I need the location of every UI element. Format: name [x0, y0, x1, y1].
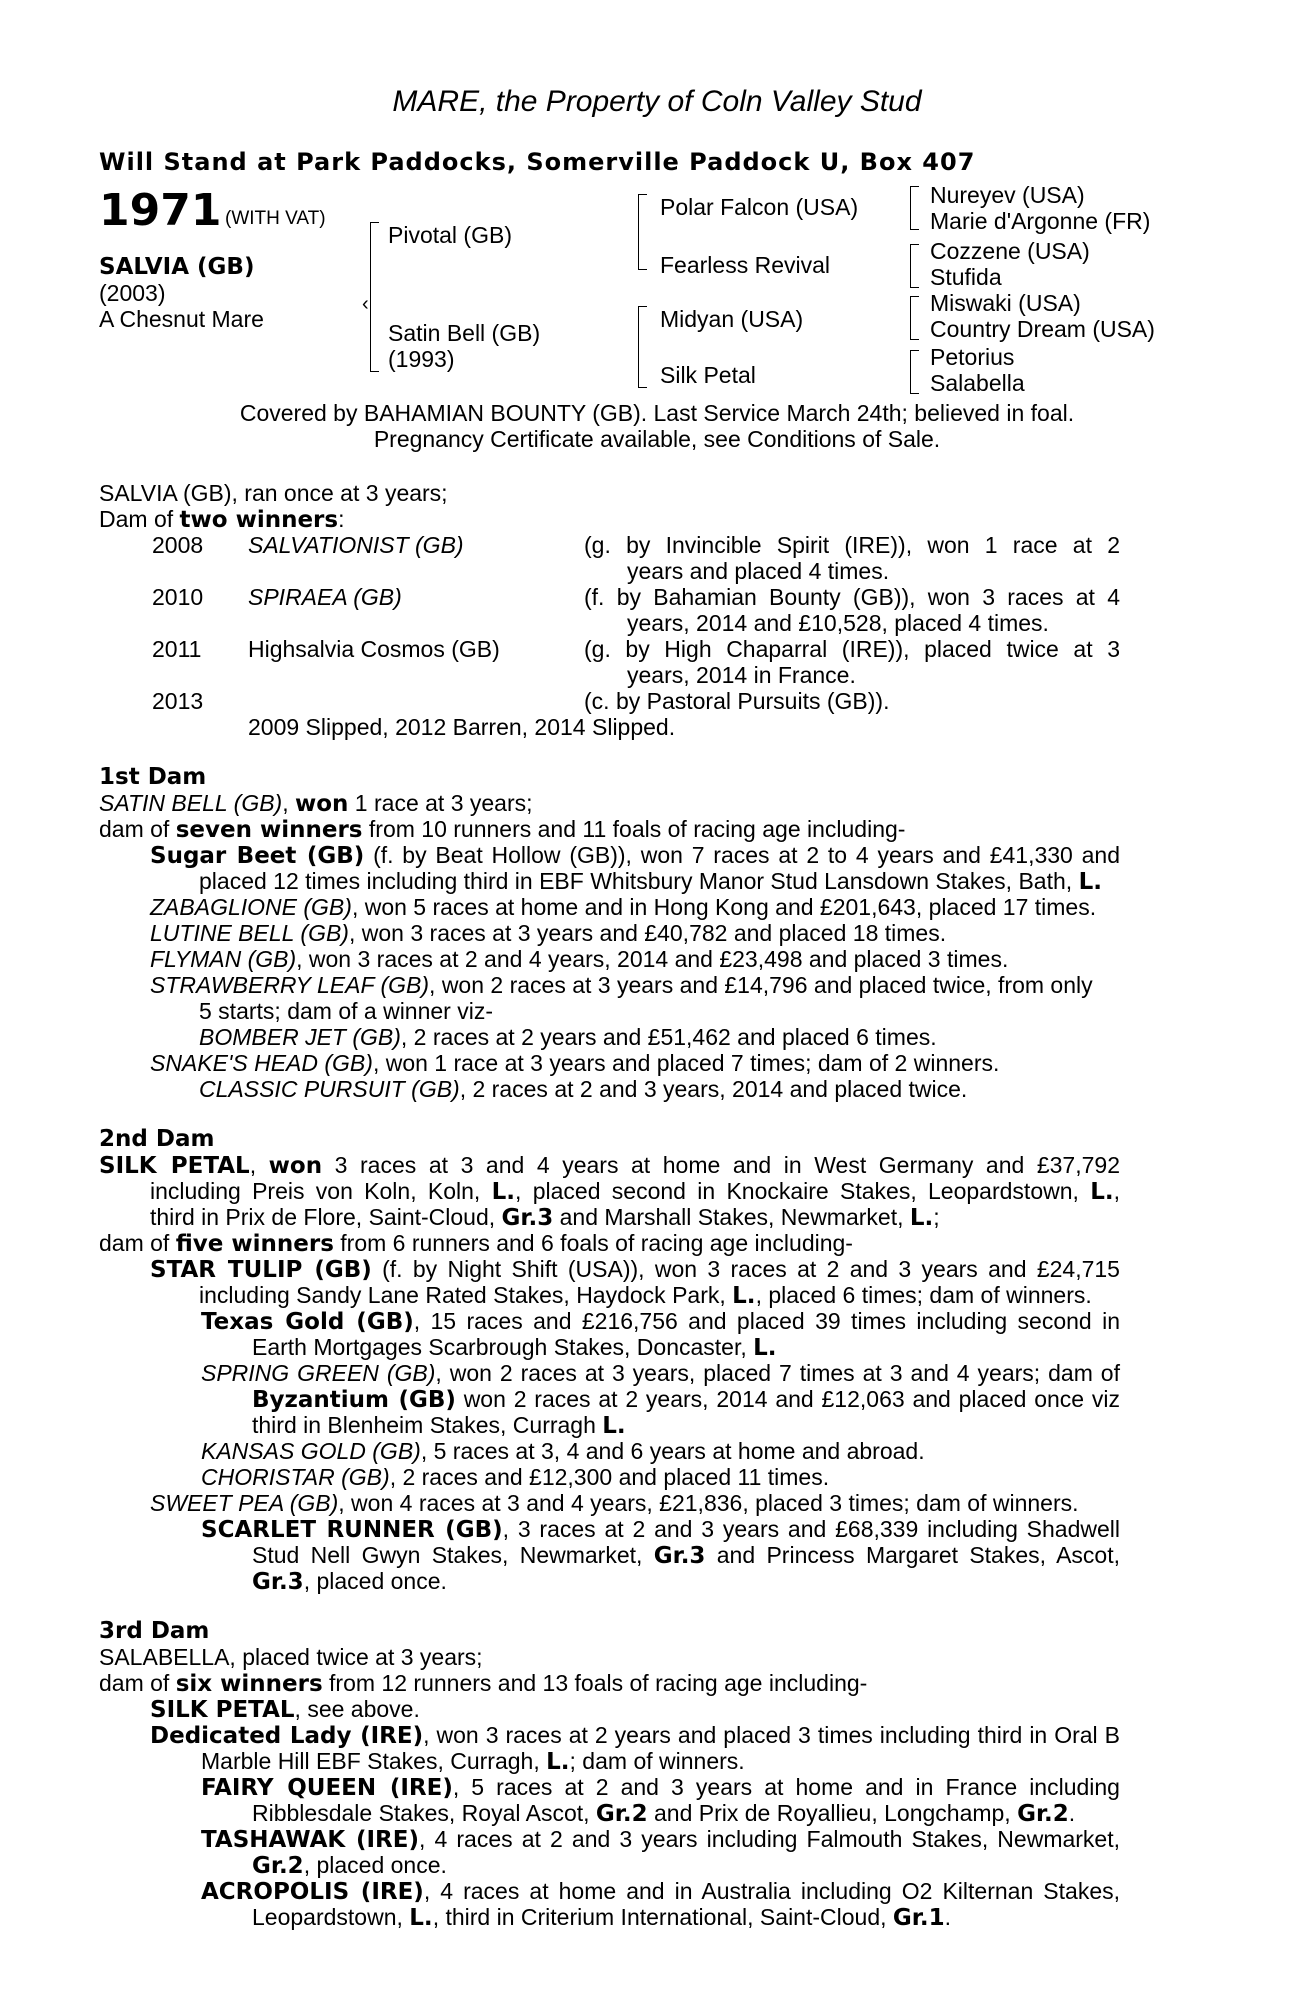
vat-label: (WITH VAT): [225, 208, 326, 229]
produce-year: 2010: [152, 584, 204, 610]
t: , won 3 races at 2 years and placed 3 times including third in Oral B: [423, 1722, 1120, 1748]
t: STRAWBERRY LEAF (GB): [150, 972, 430, 998]
second-dam-line: [150, 1178, 1120, 1205]
t: Byzantium (GB): [252, 1387, 456, 1413]
t: SCARLET RUNNER (GB): [201, 1517, 503, 1543]
t: and Marshall Stakes, Newmarket,: [553, 1204, 910, 1230]
first-dam-line: [199, 1024, 937, 1050]
t: six winners: [175, 1671, 323, 1697]
t: (f. by Night Shift (USA)), won 3 races at 2 and 3 years and £24,715: [371, 1256, 1120, 1282]
t: Gr.2: [1017, 1801, 1069, 1827]
t: ;: [933, 1204, 940, 1230]
brace-point: ‹: [362, 293, 369, 315]
g3-petorius: Petorius: [930, 344, 1015, 370]
t: FLYMAN (GB): [150, 946, 297, 972]
produce-desc-2: years, 2014 and £10,528, placed 4 times.: [627, 610, 1049, 636]
t: , won 3 races at 2 and 4 years, 2014 and £23,498 and placed 3 times.: [296, 946, 1009, 972]
t: L.: [602, 1413, 626, 1439]
t: Marble Hill EBF Stakes, Curragh,: [201, 1748, 547, 1774]
second-dam-line: [99, 1152, 1120, 1179]
brace-g3-2: [910, 244, 919, 288]
t: Stud Nell Gwyn Stakes, Newmarket,: [252, 1542, 654, 1568]
t: , third in Criterium International, Saint-Cloud,: [432, 1904, 893, 1930]
t: and Prix de Royallieu, Longchamp,: [647, 1800, 1018, 1826]
produce-desc: (g. by High Chaparral (IRE)), placed twice at 3: [584, 636, 1120, 662]
sire-sire: Polar Falcon (USA): [660, 194, 859, 220]
first-dam-line: [150, 972, 1093, 998]
g3-country-dream: Country Dream (USA): [930, 316, 1155, 342]
t: third in Prix de Flore, Saint-Cloud,: [150, 1204, 502, 1230]
t: , 5 races at 2 and 3 years at home and in France including: [452, 1774, 1120, 1800]
produce-name: SPIRAEA (GB): [248, 584, 402, 610]
t: , placed second in Knockaire Stakes, Leopardstown,: [515, 1178, 1091, 1204]
t: , 2 races at 2 years and £51,462 and placed 6 times.: [400, 1024, 937, 1050]
t: FAIRY QUEEN (IRE): [201, 1775, 453, 1801]
produce-desc-2: years and placed 4 times.: [627, 558, 890, 584]
t: , 5 races at 3, 4 and 6 years at home and abroad.: [420, 1438, 925, 1464]
second-dam-line: [201, 1438, 925, 1464]
second-dam-line: [201, 1464, 829, 1490]
t: five winners: [175, 1231, 334, 1257]
t: dam of: [99, 816, 176, 842]
t: (f. by Beat Hollow (GB)), won 7 races at 2 to 4 years and £41,330 and: [364, 842, 1121, 868]
t: ,: [282, 790, 295, 816]
second-dam-line: [252, 1386, 1120, 1413]
second-dam-line: [150, 1256, 1120, 1283]
t: ZABAGLIONE (GB): [150, 894, 352, 920]
t: Gr.3: [501, 1205, 554, 1231]
t: , see above.: [294, 1696, 420, 1722]
t: , 3 races at 2 and 3 years and £68,339 including Shadwell: [502, 1516, 1121, 1542]
covered-line: Covered by BAHAMIAN BOUNTY (GB). Last Service March 24th; believed in foal.: [239, 400, 1075, 426]
t: , placed once.: [303, 1568, 447, 1594]
produce-year: 2008: [152, 532, 204, 558]
t: , won 1 race at 3 years and placed 7 times; dam of 2 winners.: [372, 1050, 1000, 1076]
t: , won 2 races at 3 years and £14,796 and placed twice, from only: [429, 972, 1093, 998]
t: .: [1068, 1800, 1076, 1826]
t: won: [294, 791, 349, 817]
t: SWEET PEA (GB): [150, 1490, 339, 1516]
g3-stufida: Stufida: [930, 264, 1002, 290]
dam-sire: Midyan (USA): [660, 306, 804, 332]
g3-marie-dargonne: Marie d'Argonne (FR): [930, 208, 1151, 234]
first-dam-line: [150, 842, 1120, 869]
t: Gr.1: [892, 1905, 945, 1931]
first-dam-line: [150, 946, 1008, 972]
t: , won 5 races at home and in Hong Kong and £201,643, placed 17 times.: [351, 894, 1097, 920]
t: seven winners: [175, 817, 363, 843]
t: third in Blenheim Stakes, Curragh: [252, 1412, 603, 1438]
pedigree-brace-sire-line: [638, 194, 647, 270]
second-dam-line: [201, 1308, 1120, 1335]
first-dam-line: [99, 790, 533, 817]
t: including Preis von Koln, Koln,: [150, 1178, 492, 1204]
sire-dam: Fearless Revival: [660, 252, 830, 278]
t: TASHAWAK (IRE): [201, 1827, 419, 1853]
t: Leopardstown,: [252, 1904, 410, 1930]
sire-name: Pivotal (GB): [388, 222, 512, 248]
t: L.: [491, 1179, 516, 1205]
produce-desc: (f. by Bahamian Bounty (GB)), won 3 races at 4: [584, 584, 1120, 610]
t: , 2 races and £12,300 and placed 11 times.: [389, 1464, 830, 1490]
g3-miswaki: Miswaki (USA): [930, 290, 1081, 316]
produce-note: 2009 Slipped, 2012 Barren, 2014 Slipped.: [248, 714, 676, 740]
dam-name: Satin Bell (GB): [388, 320, 541, 346]
pedigree-brace-dam-line: [638, 306, 647, 388]
text: Dam of: [99, 506, 180, 532]
second-dam-line: [252, 1412, 626, 1439]
t: won 2 races at 2 years, 2014 and £12,063 and placed once viz: [455, 1386, 1121, 1412]
produce-intro: SALVIA (GB), ran once at 3 years;: [99, 480, 448, 506]
t: ,: [1113, 1178, 1120, 1204]
pedigree-brace-sire-dam: [370, 222, 379, 372]
t: 1 race at 3 years;: [348, 790, 533, 816]
lot-number: 1971: [99, 185, 222, 236]
first-dam-line: [150, 894, 1096, 920]
t: won: [268, 1153, 323, 1179]
t: placed 12 times including third in EBF Whitsbury Manor Stud Lansdown Stakes, Bath,: [199, 868, 1079, 894]
t: from 6 runners and 6 foals of racing age including-: [333, 1230, 853, 1256]
t: , 4 races at 2 and 3 years including Falmouth Stakes, Newmarket,: [418, 1826, 1121, 1852]
t: SNAKE'S HEAD (GB): [150, 1050, 373, 1076]
t: , placed once.: [303, 1852, 447, 1878]
third-dam-line: [252, 1904, 951, 1931]
t: CLASSIC PURSUIT (GB): [199, 1076, 460, 1102]
t: SATIN BELL (GB): [99, 790, 283, 816]
t: Sugar Beet (GB): [150, 843, 365, 869]
t: , 4 races at home and in Australia including O2 Kilternan Stakes,: [423, 1878, 1121, 1904]
t: L.: [546, 1749, 570, 1775]
third-dam-line: [150, 1722, 1120, 1749]
produce-desc: (g. by Invincible Spirit (IRE)), won 1 race at 2: [584, 532, 1120, 558]
horse-description: A Chesnut Mare: [99, 306, 264, 332]
pregnancy-line: Pregnancy Certificate available, see Conditions of Sale.: [373, 426, 941, 452]
t: , 15 races and £216,756 and placed 39 times including second in: [413, 1308, 1120, 1334]
t: Gr.2: [595, 1801, 648, 1827]
second-dam-line: [201, 1360, 1120, 1386]
second-dam-line: [201, 1516, 1120, 1543]
second-dam-line: [199, 1282, 1092, 1309]
t: Dedicated Lady (IRE): [150, 1723, 424, 1749]
t: ; dam of winners.: [569, 1748, 745, 1774]
third-dam-line: [201, 1748, 745, 1775]
g3-cozzene: Cozzene (USA): [930, 238, 1090, 264]
produce-desc-2: years, 2014 in France.: [627, 662, 856, 688]
page-title: MARE, the Property of Coln Valley Stud: [392, 85, 922, 118]
first-dam-line: [99, 816, 905, 843]
t: , won 2 races at 3 years, placed 7 times at 3 and 4 years; dam of: [435, 1360, 1120, 1386]
third-dam-line: [252, 1800, 1075, 1827]
text: :: [338, 506, 345, 532]
produce-name: Highsalvia Cosmos (GB): [248, 636, 500, 662]
t: ACROPOLIS (IRE): [201, 1879, 424, 1905]
dam-dam: Silk Petal: [660, 362, 756, 388]
third-dam-line: [252, 1852, 447, 1879]
third-dam-heading: 3rd Dam: [99, 1618, 210, 1644]
third-dam-line: [150, 1696, 420, 1723]
t: Texas Gold (GB): [201, 1309, 414, 1335]
third-dam-line: [201, 1878, 1120, 1905]
t: L.: [1090, 1179, 1114, 1205]
t: dam of: [99, 1670, 176, 1696]
t: CHORISTAR (GB): [201, 1464, 390, 1490]
second-dam-line: [252, 1542, 1120, 1569]
produce-dam-of: [99, 506, 345, 533]
t: L.: [409, 1905, 433, 1931]
first-dam-line: [150, 1050, 999, 1076]
t: , placed 6 times; dam of winners.: [755, 1282, 1092, 1308]
g3-nureyev: Nureyev (USA): [930, 182, 1085, 208]
t: and Princess Margaret Stakes, Ascot,: [705, 1542, 1121, 1568]
third-dam-line: [201, 1826, 1120, 1853]
first-dam-line: [199, 1076, 967, 1102]
t: BOMBER JET (GB): [199, 1024, 401, 1050]
first-dam-line: [150, 920, 946, 946]
t: Gr.3: [653, 1543, 706, 1569]
t: including Sandy Lane Rated Stakes, Haydock Park,: [199, 1282, 733, 1308]
t: Gr.2: [252, 1853, 304, 1879]
t: LUTINE BELL (GB): [150, 920, 349, 946]
brace-g3-4: [910, 350, 919, 394]
t: SILK PETAL: [150, 1697, 295, 1723]
t: L.: [909, 1205, 934, 1231]
t: .: [944, 1904, 951, 1930]
g3-salabella: Salabella: [930, 370, 1025, 396]
second-dam-line: [150, 1490, 1079, 1516]
text-bold: two winners: [179, 507, 339, 533]
t: Earth Mortgages Scarbrough Stakes, Doncaster,: [252, 1334, 754, 1360]
second-dam-line: [252, 1334, 777, 1361]
produce-name: SALVATIONIST (GB): [248, 532, 464, 558]
t: SPRING GREEN (GB): [201, 1360, 436, 1386]
t: 3 races at 3 and 4 years at home and in West Germany and £37,792: [322, 1152, 1120, 1178]
horse-name: SALVIA (GB): [99, 254, 255, 280]
third-dam-line: SALABELLA, placed twice at 3 years;: [99, 1644, 483, 1670]
first-dam-heading: 1st Dam: [99, 764, 207, 790]
t: , 2 races at 2 and 3 years, 2014 and placed twice.: [459, 1076, 968, 1102]
t: KANSAS GOLD (GB): [201, 1438, 421, 1464]
second-dam-line: [150, 1204, 940, 1231]
third-dam-line: [99, 1670, 867, 1697]
horse-year: (2003): [99, 280, 166, 306]
produce-desc: (c. by Pastoral Pursuits (GB)).: [584, 688, 890, 714]
second-dam-line: [252, 1568, 447, 1595]
t: STAR TULIP (GB): [150, 1257, 372, 1283]
second-dam-heading: 2nd Dam: [99, 1126, 215, 1152]
produce-year: 2013: [152, 688, 204, 714]
t: dam of: [99, 1230, 176, 1256]
t: SILK PETAL: [99, 1153, 250, 1179]
brace-g3-3: [910, 296, 919, 340]
t: Ribblesdale Stakes, Royal Ascot,: [252, 1800, 596, 1826]
produce-year: 2011: [152, 636, 202, 662]
stand-location: Will Stand at Park Paddocks, Somerville Paddock U, Box 407: [99, 148, 976, 176]
third-dam-line: [201, 1774, 1120, 1801]
t: L.: [1078, 869, 1102, 895]
t: , won 3 races at 3 years and £40,782 and placed 18 times.: [348, 920, 947, 946]
t: Gr.3: [252, 1569, 304, 1595]
first-dam-line: [199, 868, 1102, 895]
t: L.: [732, 1283, 756, 1309]
t: , won 4 races at 3 and 4 years, £21,836, placed 3 times; dam of winners.: [338, 1490, 1079, 1516]
t: from 10 runners and 11 foals of racing age including-: [362, 816, 906, 842]
t: from 12 runners and 13 foals of racing age including-: [322, 1670, 868, 1696]
first-dam-line: 5 starts; dam of a winner viz-: [199, 998, 493, 1024]
second-dam-line: [99, 1230, 853, 1257]
t: L.: [753, 1335, 777, 1361]
dam-year: (1993): [388, 346, 455, 372]
t: ,: [249, 1152, 269, 1178]
brace-g3-1: [910, 186, 919, 230]
